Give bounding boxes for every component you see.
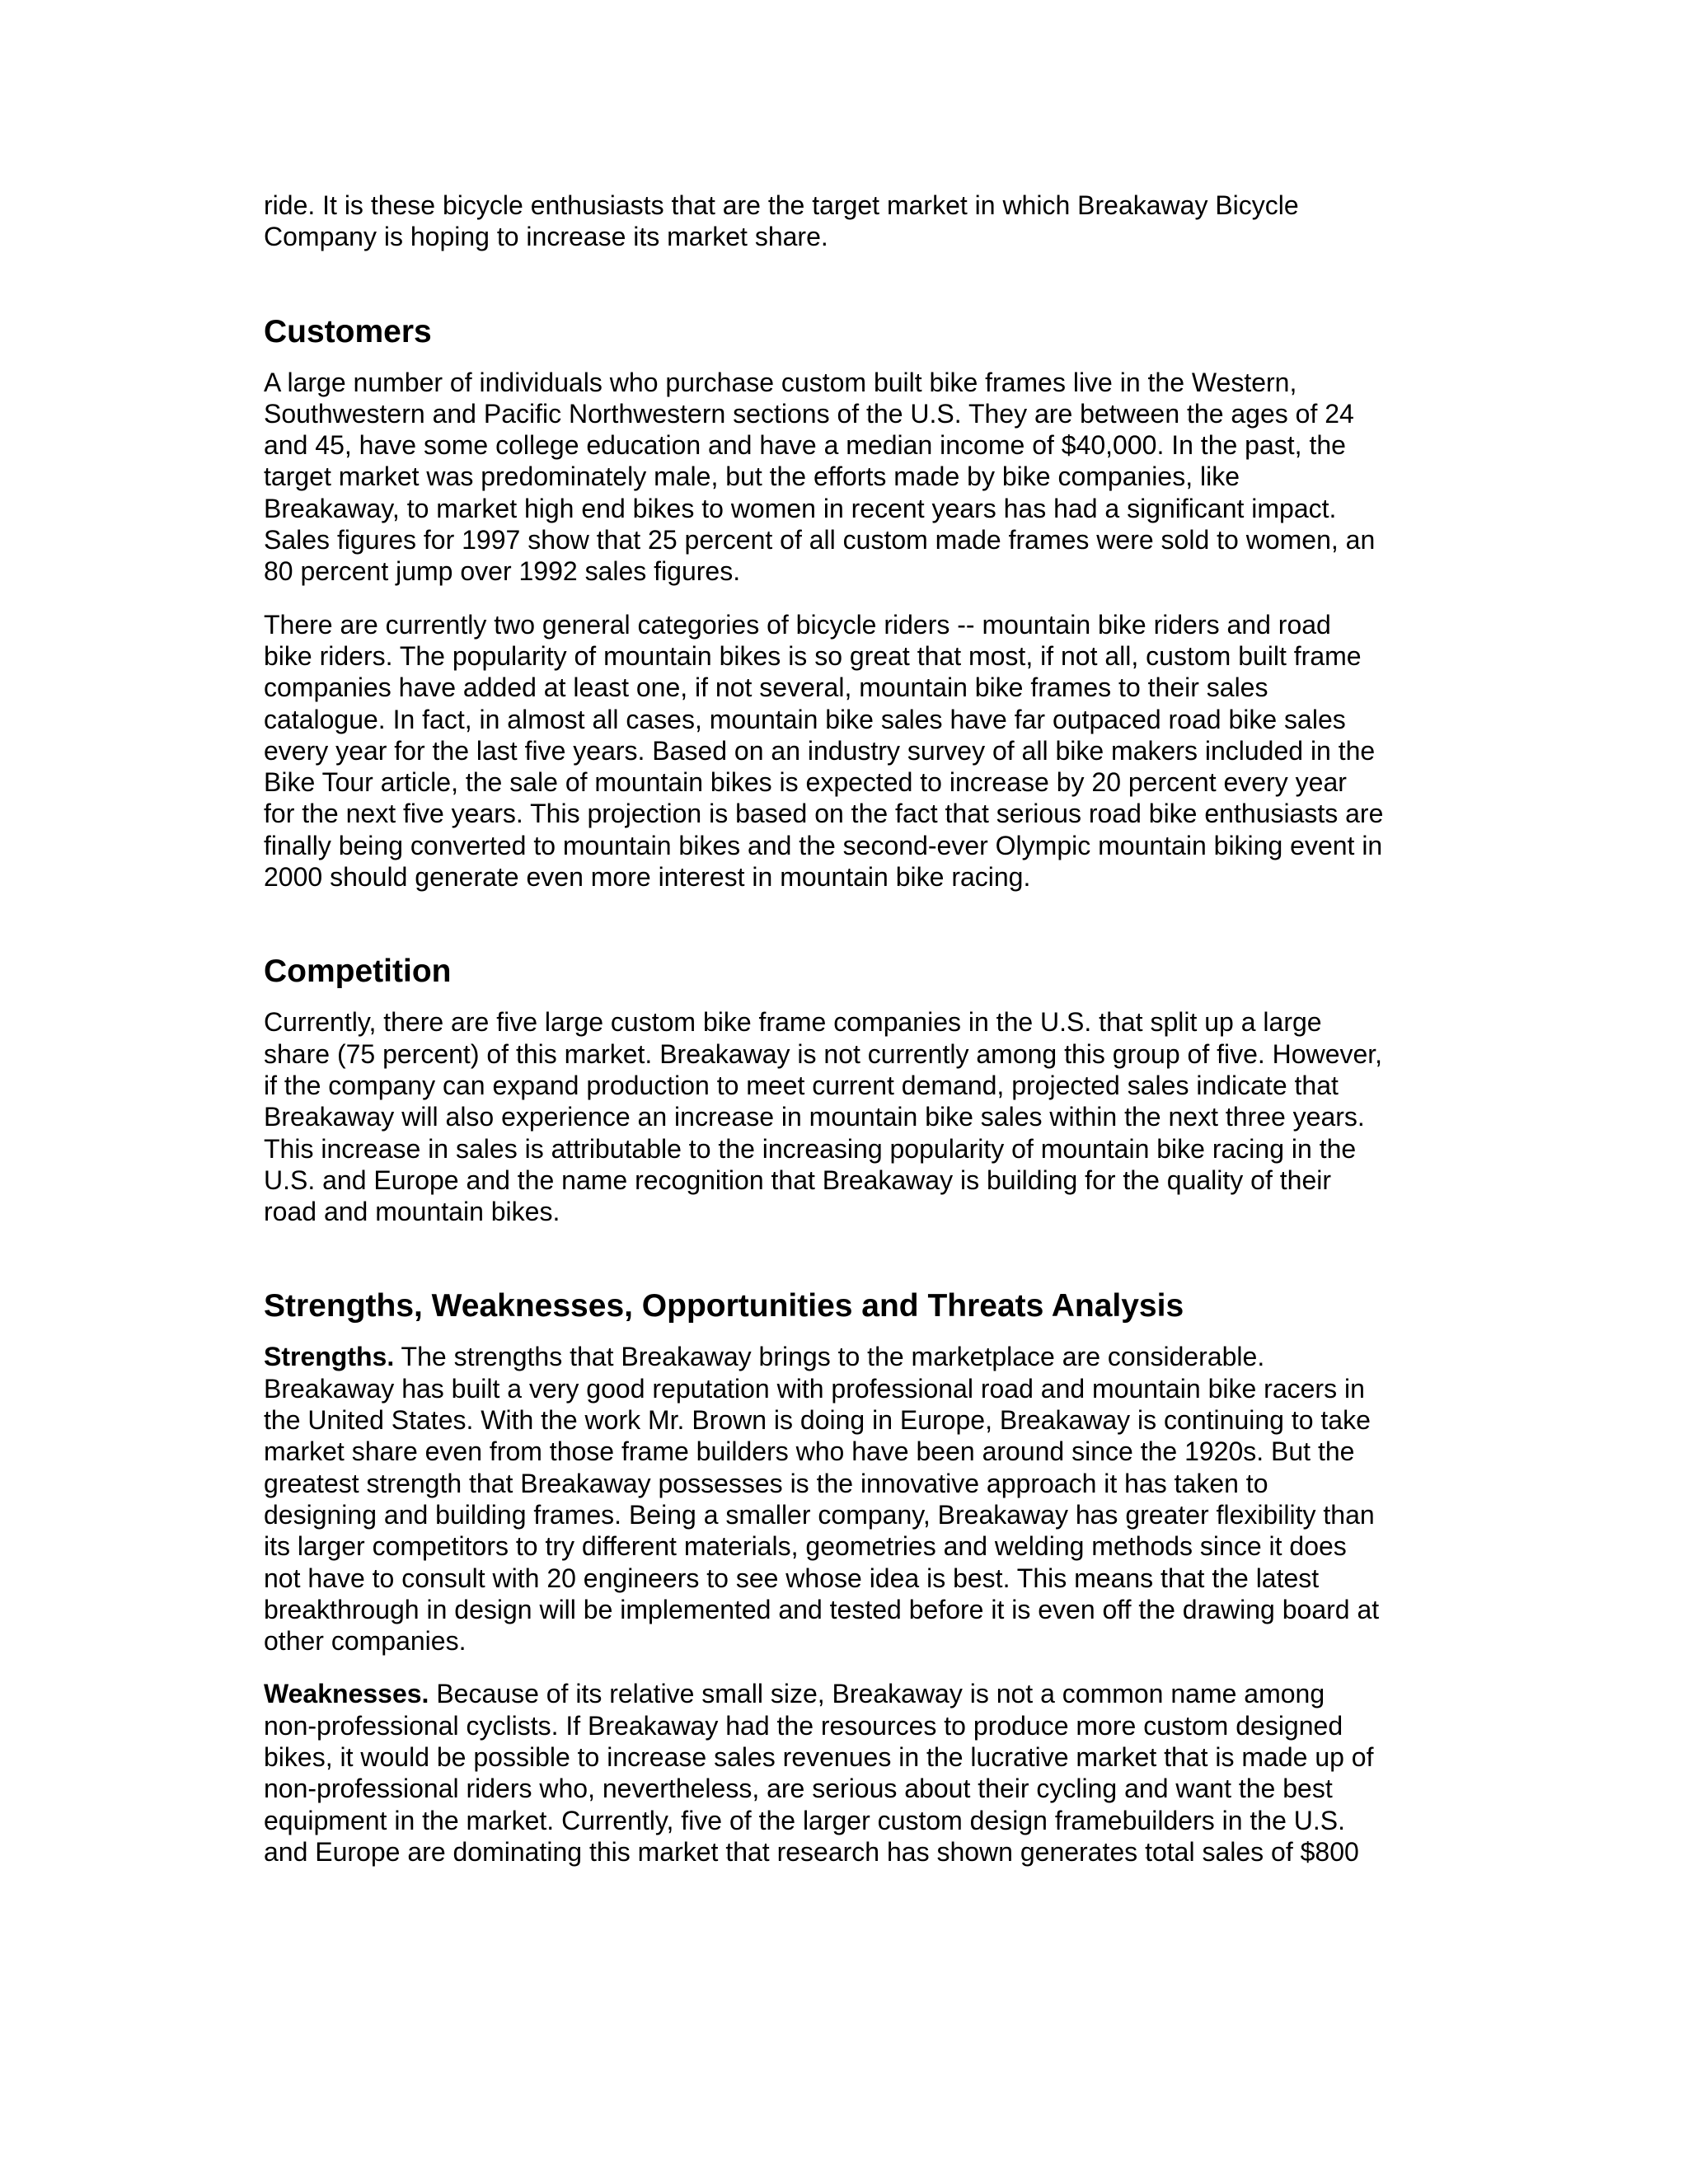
- text-line: Southwestern and Pacific Northwestern sections of the U.S. They are between the ages of 24: [264, 398, 1354, 429]
- text-line: the United States. With the work Mr. Brown is doing in Europe, Breakaway is continuing to take: [264, 1405, 1371, 1436]
- text-line: other companies.: [264, 1626, 467, 1657]
- competition-heading: Competition: [264, 954, 452, 990]
- customers-heading: Customers: [264, 313, 432, 349]
- text-line: its larger competitors to try different materials, geometries and welding methods since it does: [264, 1531, 1347, 1562]
- strengths-paragraph: [264, 1341, 1434, 1657]
- text-line: Sales figures for 1997 show that 25 percent of all custom made frames were sold to women, an: [264, 525, 1376, 555]
- strengths-label: Strengths.: [264, 1342, 395, 1372]
- text-line: Breakaway, to market high end bikes to women in recent years has had a significant impact.: [264, 493, 1337, 523]
- strengths-first-line: The strengths that Breakaway brings to the marketplace are considerable.: [394, 1342, 1265, 1372]
- text-line: designing and building frames. Being a smaller company, Breakaway has greater flexibility than: [264, 1499, 1375, 1530]
- intro-paragraph: [264, 190, 1434, 253]
- competition-paragraph: [264, 1006, 1434, 1227]
- text-line: breakthrough in design will be implemented and tested before it is even off the drawing board at: [264, 1594, 1380, 1624]
- text-line: and 45, have some college education and have a median income of $40,000. In the past, the: [264, 430, 1346, 461]
- text-line: every year for the last five years. Based on an industry survey of all bike makers included in the: [264, 735, 1376, 766]
- document-page: [264, 190, 1434, 1868]
- text-line: share (75 percent) of this market. Breakaway is not currently among this group of five. However,: [264, 1038, 1383, 1069]
- text-line: and Europe are dominating this market that research has shown generates total sales of $800: [264, 1836, 1359, 1867]
- text-line: bike riders. The popularity of mountain bikes is so great that most, if not all, custom built frame: [264, 640, 1362, 671]
- text-line: for the next five years. This projection is based on the fact that serious road bike enthusiasts are: [264, 799, 1384, 829]
- text-line: Breakaway will also experience an increase in mountain bike sales within the next three years.: [264, 1102, 1365, 1132]
- swot-heading: Strengths, Weaknesses, Opportunities and Threats Analysis: [264, 1288, 1184, 1324]
- weaknesses-first-line: Because of its relative small size, Breakaway is not a common name among: [429, 1679, 1325, 1709]
- text-line: market share even from those frame builders who have been around since the 1920s. But the: [264, 1436, 1355, 1467]
- text-line: road and mountain bikes.: [264, 1197, 560, 1227]
- text-line: companies have added at least one, if not several, mountain bike frames to their sales: [264, 673, 1268, 703]
- customers-paragraph-1: [264, 367, 1434, 588]
- text-line: Company is hoping to increase its market share.: [264, 222, 828, 252]
- text-line: 80 percent jump over 1992 sales figures.: [264, 556, 741, 587]
- text-line: A large number of individuals who purchase custom built bike frames live in the Western,: [264, 367, 1297, 397]
- text-line: catalogue. In fact, in almost all cases, mountain bike sales have far outpaced road bike sales: [264, 704, 1346, 734]
- text-line: Breakaway has built a very good reputation with professional road and mountain bike racers in: [264, 1373, 1365, 1404]
- text-line: not have to consult with 20 engineers to see whose idea is best. This means that the latest: [264, 1563, 1320, 1593]
- text-line: non-professional cyclists. If Breakaway had the resources to produce more custom designed: [264, 1710, 1343, 1741]
- text-line: There are currently two general categories of bicycle riders -- mountain bike riders and road: [264, 609, 1331, 640]
- text-line: if the company can expand production to meet current demand, projected sales indicate that: [264, 1070, 1339, 1100]
- customers-paragraph-2: [264, 609, 1434, 893]
- text-line: Bike Tour article, the sale of mountain bikes is expected to increase by 20 percent every year: [264, 767, 1347, 798]
- weaknesses-paragraph: [264, 1678, 1434, 1868]
- text-line: ride. It is these bicycle enthusiasts that are the target market in which Breakaway Bicycle: [264, 190, 1299, 220]
- text-line: equipment in the market. Currently, five of the larger custom design framebuilders in the U.S.: [264, 1805, 1346, 1835]
- text-line: finally being converted to mountain bikes and the second-ever Olympic mountain biking event in: [264, 830, 1383, 860]
- text-line: Currently, there are five large custom bike frame companies in the U.S. that split up a large: [264, 1007, 1322, 1038]
- text-line: bikes, it would be possible to increase sales revenues in the lucrative market that is made up of: [264, 1741, 1374, 1772]
- text-line: 2000 should generate even more interest in mountain bike racing.: [264, 862, 1031, 893]
- text-line: target market was predominately male, but the efforts made by bike companies, like: [264, 462, 1240, 492]
- text-line: greatest strength that Breakaway possesses is the innovative approach it has taken to: [264, 1468, 1268, 1498]
- text-line: [264, 1341, 1434, 1372]
- text-line: This increase in sales is attributable to the increasing popularity of mountain bike racing in the: [264, 1133, 1357, 1164]
- weaknesses-label: Weaknesses.: [264, 1679, 429, 1709]
- text-line: U.S. and Europe and the name recognition that Breakaway is building for the quality of their: [264, 1165, 1331, 1195]
- text-line: non-professional riders who, nevertheless, are serious about their cycling and want the best: [264, 1774, 1333, 1804]
- text-line: [264, 1678, 1434, 1709]
